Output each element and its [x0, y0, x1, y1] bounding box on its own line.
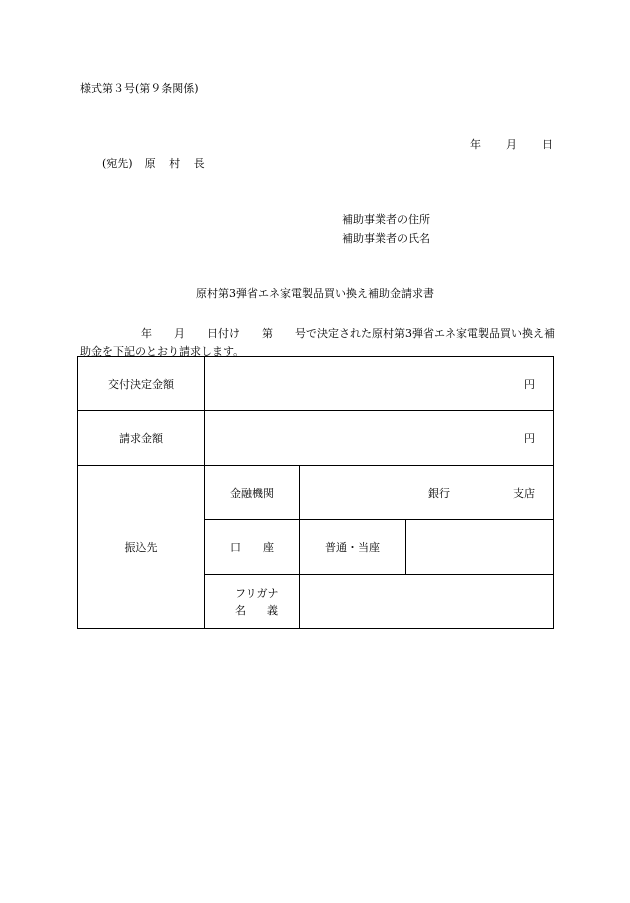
date-month: 月 [506, 138, 517, 151]
bank-field [300, 466, 554, 520]
holder-name-field [300, 575, 554, 629]
request-statement-line-2: 助金を下記のとおり請求します。 [80, 345, 245, 358]
account-type: 普通・当座 [300, 520, 406, 575]
date-line [470, 138, 553, 152]
holder-label: 名義 [235, 603, 299, 617]
document-title: 原村第3弾省エネ家電製品買い換え補助金請求書 [196, 287, 434, 300]
grant-decision-amount: 円 [205, 357, 554, 411]
request-amount-value: 円 [205, 411, 554, 466]
date-year: 年 [470, 138, 481, 151]
form-number: 様式第３号(第９条関係) [80, 82, 199, 95]
addressee-name: 原 村 長 [144, 157, 210, 170]
request-amount-label: 請求金額 [78, 411, 205, 466]
date-day: 日 [542, 138, 553, 151]
grant-decision-row [78, 357, 554, 411]
account-label: 口 座 [205, 520, 300, 575]
request-amount-row [78, 411, 554, 466]
account-number-field [406, 520, 554, 575]
addressee [102, 157, 210, 171]
request-table [77, 356, 554, 629]
request-statement-line-1: 年 月 日付け 第 号で決定された原村第3弾省エネ家電製品買い換え補 [141, 327, 555, 340]
transfer-destination-label: 振込先 [78, 466, 205, 629]
applicant-address-label: 補助事業者の住所 [342, 213, 430, 226]
bank-label: 金融機関 [205, 466, 300, 520]
grant-decision-label: 交付決定金額 [78, 357, 205, 411]
holder-label-cell [205, 575, 300, 629]
bank-suffix: 銀行 [428, 486, 450, 500]
branch-suffix: 支店 [513, 486, 535, 500]
bank-row [78, 466, 554, 520]
applicant-name-label: 補助事業者の氏名 [342, 232, 430, 245]
furigana-label: フリガナ [235, 586, 279, 600]
addressee-prefix: (宛先) [102, 157, 133, 170]
